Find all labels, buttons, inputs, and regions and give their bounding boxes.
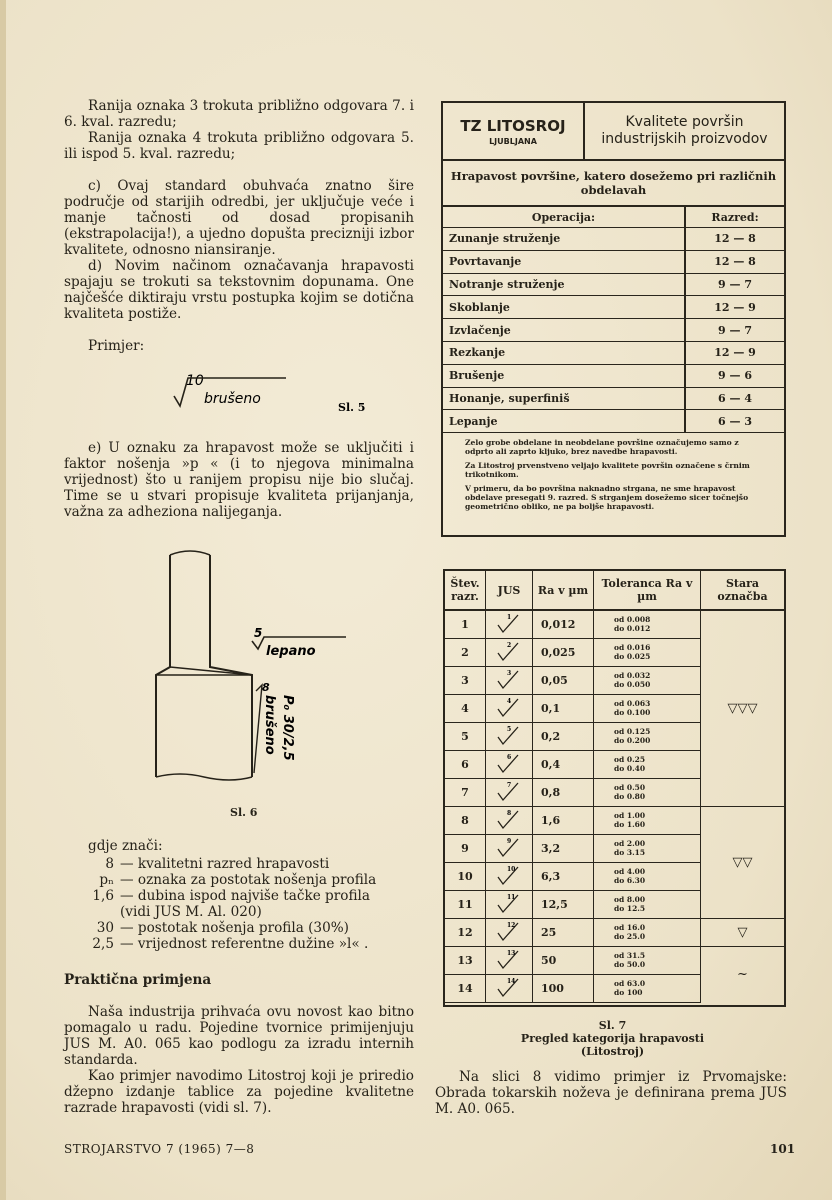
svg-text:14: 14 bbox=[507, 978, 516, 985]
ra-value: 0,05 bbox=[533, 667, 594, 695]
operation-cell: Notranje struženje bbox=[443, 273, 685, 296]
legend-item bbox=[64, 872, 414, 888]
table-row bbox=[443, 250, 784, 273]
class-cell: 9 — 6 bbox=[685, 364, 784, 387]
page-number: 101 bbox=[770, 1142, 796, 1156]
class-number: 14 bbox=[445, 975, 486, 1003]
svg-text:7: 7 bbox=[507, 782, 512, 789]
table1-title: Kvalitete površin industrijskih proizvodov bbox=[601, 114, 768, 147]
class-cell: 9 — 7 bbox=[685, 319, 784, 342]
class-number: 3 bbox=[445, 667, 486, 695]
table1-notes bbox=[443, 433, 784, 511]
note: V primeru, da bo površina naknadno strgana, ne sme hrapavost obdelave presegati 9. razred. S strganjem dosežemo sicer točnejšo geometrično obliko, ne pa boljše hrapavosti. bbox=[465, 484, 749, 512]
class-number: 2 bbox=[445, 639, 486, 667]
old-mark-cell: ▽▽ bbox=[701, 807, 785, 919]
left-column bbox=[64, 98, 414, 354]
paragraph: e) U oznaku za hrapavost može se uključiti i faktor nošenja »p « (i to njegova minimalna vrijednost) što u ranijem propisu nije bio slučaj. Time se u stvari propisuje kvaliteta prijanjanja, važna za adheziona nalijeganja. bbox=[64, 440, 414, 520]
note: Za Litostroj prvenstveno veljajo kvalitete površin označene s črnim trikotnikom. bbox=[465, 461, 750, 480]
paragraph: d) Novim načinom označavanja hrapavosti spajaju se trokuti sa tekstovnim dopunama. One najčešće diktiraju vrstu postupka kojim se dotična kvaliteta postiže. bbox=[64, 258, 414, 322]
svg-text:5: 5 bbox=[507, 726, 512, 733]
svg-text:2: 2 bbox=[507, 642, 512, 649]
jus-symbol-cell bbox=[486, 667, 533, 695]
jus-symbol-cell bbox=[486, 807, 533, 835]
legend-desc: — oznaka za postotak nošenja profila bbox=[120, 872, 377, 888]
ra-value: 0,2 bbox=[533, 723, 594, 751]
class-number: 5 bbox=[445, 723, 486, 751]
tolerance-cell: od 0.016 do 0.025 bbox=[594, 639, 701, 667]
fig6-caption: Sl. 6 bbox=[230, 806, 258, 819]
roughness-check-icon bbox=[494, 807, 524, 831]
legend-key bbox=[64, 904, 120, 920]
class-cell: 6 — 4 bbox=[685, 387, 784, 410]
legend-desc: — postotak nošenja profila (30%) bbox=[120, 920, 349, 936]
figure-6 bbox=[150, 545, 350, 800]
legend-desc: — dubina ispod najviše tačke profila bbox=[120, 888, 370, 904]
legend-desc: — kvalitetni razred hrapavosti bbox=[120, 856, 330, 872]
tolerance-cell: od 0.125 do 0.200 bbox=[594, 723, 701, 751]
ra-value: 0,025 bbox=[533, 639, 594, 667]
class-number: 13 bbox=[445, 947, 486, 975]
operation-cell: Skoblanje bbox=[443, 296, 685, 319]
section-body bbox=[64, 1004, 414, 1116]
jus-symbol-cell bbox=[486, 863, 533, 891]
class-cell: 6 — 3 bbox=[685, 410, 784, 433]
svg-text:11: 11 bbox=[507, 894, 516, 901]
note: Zelo grobe obdelane in neobdelane površine označujemo samo z odprto ali zaprto kljuko, brez navedbe hrapavosti. bbox=[465, 438, 739, 457]
class-number: 7 bbox=[445, 779, 486, 807]
class-number: 8 bbox=[445, 807, 486, 835]
logo-name: TZ LITOSROJ bbox=[460, 116, 566, 135]
operation-cell: Zunanje struženje bbox=[443, 228, 685, 251]
operation-cell: Brušenje bbox=[443, 364, 685, 387]
roughness-check-icon bbox=[494, 723, 524, 747]
svg-text:8: 8 bbox=[507, 810, 512, 817]
shaft-drawing bbox=[150, 545, 350, 800]
operation-cell: Honanje, superfiniš bbox=[443, 387, 685, 410]
ra-value: 0,4 bbox=[533, 751, 594, 779]
col-tolerance: Toleranca Ra v µm bbox=[594, 571, 701, 610]
legend-item bbox=[64, 904, 414, 920]
fig7-caption: Sl. 7 Pregled kategorija hrapavosti (Litostroj) bbox=[520, 1019, 705, 1058]
fig5-caption: Sl. 5 bbox=[338, 401, 366, 414]
class-cell: 9 — 7 bbox=[685, 273, 784, 296]
svg-text:4: 4 bbox=[507, 698, 512, 705]
table1-header bbox=[443, 103, 784, 161]
ra-value: 25 bbox=[533, 919, 594, 947]
jus-symbol-cell bbox=[486, 975, 533, 1003]
jus-symbol-cell bbox=[486, 723, 533, 751]
old-mark-cell: ~ bbox=[701, 947, 785, 1003]
fig5-number: 10 bbox=[186, 373, 204, 389]
table-row bbox=[443, 296, 784, 319]
roughness-check-icon bbox=[494, 751, 524, 775]
col-old-mark: Stara označba bbox=[701, 571, 785, 610]
col-operation: Operacija: bbox=[443, 207, 685, 228]
tolerance-cell: od 2.00 do 3.15 bbox=[594, 835, 701, 863]
class-cell: 12 — 9 bbox=[685, 296, 784, 319]
svg-text:12: 12 bbox=[507, 922, 516, 929]
table-row bbox=[445, 919, 784, 947]
tolerance-cell: od 4.00 do 6.30 bbox=[594, 863, 701, 891]
legend-list bbox=[64, 856, 414, 952]
tolerance-cell: od 1.00 do 1.60 bbox=[594, 807, 701, 835]
table-row bbox=[445, 610, 784, 639]
svg-text:9: 9 bbox=[507, 838, 512, 845]
jus-symbol-cell bbox=[486, 639, 533, 667]
table-row bbox=[445, 807, 784, 835]
svg-text:1: 1 bbox=[507, 614, 512, 621]
legend-key: 8 bbox=[105, 856, 114, 872]
legend-key: 30 bbox=[96, 920, 114, 936]
right-paragraph: Na slici 8 vidimo primjer iz Prvomajske: Obrada tokarskih noževa je definirana prema JUS M. A0. 065. bbox=[435, 1069, 787, 1117]
svg-text:10: 10 bbox=[507, 866, 516, 873]
page-fold-shadow bbox=[0, 0, 6, 1200]
jus-symbol-cell bbox=[486, 751, 533, 779]
svg-text:13: 13 bbox=[507, 950, 516, 957]
class-number: 12 bbox=[445, 919, 486, 947]
table-row bbox=[443, 273, 784, 296]
old-mark-cell: ▽ bbox=[701, 919, 785, 947]
col-jus: JUS bbox=[486, 571, 533, 610]
operations-table bbox=[441, 101, 786, 537]
roughness-check-icon bbox=[494, 779, 524, 803]
tolerance-cell: od 0.008 do 0.012 bbox=[594, 610, 701, 639]
roughness-check-icon bbox=[494, 891, 524, 915]
paragraph: c) Ovaj standard obuhvaća znatno šire područje od starijih odredbi, jer uključuje veće i manje tačnosti od dosad propisanih (ekstrapolacija!), a ujedno dopušta precizniji izbor kvalitete, odnosno niansiranje. bbox=[64, 178, 414, 258]
jus-symbol-cell bbox=[486, 835, 533, 863]
class-cell: 12 — 8 bbox=[685, 228, 784, 251]
ra-value: 0,8 bbox=[533, 779, 594, 807]
legend-item bbox=[64, 888, 414, 904]
ra-value: 100 bbox=[533, 975, 594, 1003]
col-class: Razred: bbox=[685, 207, 784, 228]
table-row bbox=[443, 410, 784, 433]
tolerance-cell: od 16.0 do 25.0 bbox=[594, 919, 701, 947]
legend-item bbox=[64, 920, 414, 936]
class-number: 10 bbox=[445, 863, 486, 891]
jus-symbol-cell bbox=[486, 610, 533, 639]
class-cell: 12 — 9 bbox=[685, 341, 784, 364]
table-row bbox=[443, 364, 784, 387]
legend-key: 2,5 bbox=[92, 936, 114, 952]
legend-item bbox=[64, 856, 414, 872]
legend-key: 1,6 bbox=[92, 888, 114, 904]
legend-desc: — vrijednost referentne dužine »l« . bbox=[120, 936, 369, 952]
operation-cell: Izvlačenje bbox=[443, 319, 685, 342]
fig6-label-bruseno: brušeno bbox=[262, 695, 277, 755]
table-row bbox=[443, 319, 784, 342]
class-number: 4 bbox=[445, 695, 486, 723]
col-ra: Ra v µm bbox=[533, 571, 594, 610]
fig6-label-lepano: lepano bbox=[266, 644, 316, 659]
tolerance-cell: od 0.25 do 0.40 bbox=[594, 751, 701, 779]
table-row bbox=[445, 947, 784, 975]
roughness-check-icon bbox=[494, 863, 524, 887]
svg-text:5: 5 bbox=[254, 626, 263, 640]
class-number: 1 bbox=[445, 610, 486, 639]
table-row bbox=[443, 341, 784, 364]
paragraph: Ranija oznaka 3 trokuta približno odgovara 7. i 6. kval. razredu; bbox=[64, 98, 414, 130]
col-number: Štev. razr. bbox=[445, 571, 486, 610]
table1-grid bbox=[443, 207, 784, 433]
legend-desc: (vidi JUS M. Al. 020) bbox=[120, 904, 262, 920]
paragraph: Primjer: bbox=[88, 338, 145, 354]
ra-value: 12,5 bbox=[533, 891, 594, 919]
legend-key: pₙ bbox=[99, 872, 114, 888]
roughness-check-icon bbox=[494, 975, 524, 999]
tolerance-cell: od 0.032 do 0.050 bbox=[594, 667, 701, 695]
ra-value: 1,6 bbox=[533, 807, 594, 835]
class-number: 6 bbox=[445, 751, 486, 779]
jus-symbol-cell bbox=[486, 891, 533, 919]
tolerance-cell: od 0.50 do 0.80 bbox=[594, 779, 701, 807]
roughness-check-icon bbox=[494, 667, 524, 691]
operation-cell: Rezkanje bbox=[443, 341, 685, 364]
legend-intro: gdje znači: bbox=[88, 838, 163, 854]
logo bbox=[443, 103, 585, 159]
svg-text:3: 3 bbox=[507, 670, 512, 677]
tolerance-cell: od 63.0 do 100 bbox=[594, 975, 701, 1003]
table-row bbox=[443, 387, 784, 410]
roughness-check-icon bbox=[494, 639, 524, 663]
logo-city: LJUBLJANA bbox=[489, 136, 537, 146]
fig5-text: brušeno bbox=[204, 391, 261, 407]
class-cell: 12 — 8 bbox=[685, 250, 784, 273]
ra-value: 0,1 bbox=[533, 695, 594, 723]
fig6-label-p: P₀ 30/2,5 bbox=[280, 695, 295, 761]
table-row bbox=[443, 228, 784, 251]
roughness-check-icon bbox=[494, 611, 524, 635]
legend-block bbox=[64, 836, 414, 952]
table1-subtitle: Hrapavost površine, katero dosežemo pri različnih obdelavah bbox=[443, 161, 784, 207]
figure-5 bbox=[170, 370, 410, 420]
svg-text:6: 6 bbox=[507, 754, 512, 761]
tolerance-cell: od 8.00 do 12.5 bbox=[594, 891, 701, 919]
roughness-check-icon bbox=[494, 835, 524, 859]
operation-cell: Povrtavanje bbox=[443, 250, 685, 273]
class-number: 9 bbox=[445, 835, 486, 863]
journal-footer: STROJARSTVO 7 (1965) 7—8 bbox=[64, 1142, 255, 1156]
table2-grid bbox=[445, 571, 784, 1003]
ra-value: 3,2 bbox=[533, 835, 594, 863]
legend-item bbox=[64, 936, 414, 952]
class-number: 11 bbox=[445, 891, 486, 919]
paragraph: Ranija oznaka 4 trokuta približno odgovara 5. ili ispod 5. kval. razredu; bbox=[64, 130, 414, 162]
roughness-check-icon bbox=[494, 919, 524, 943]
roughness-check-icon bbox=[494, 947, 524, 971]
roughness-symbol-icon bbox=[170, 370, 410, 420]
paragraph: Naša industrija prihvaća ovu novost kao bitno pomagalo u radu. Pojedine tvornice primijenjuju JUS M. A0. 065 kao podlogu za izradu internih standarda. bbox=[64, 1004, 414, 1068]
tolerance-cell: od 31.5 do 50.0 bbox=[594, 947, 701, 975]
ra-value: 6,3 bbox=[533, 863, 594, 891]
jus-symbol-cell bbox=[486, 919, 533, 947]
operation-cell: Lepanje bbox=[443, 410, 685, 433]
roughness-classes-table bbox=[443, 569, 786, 1007]
old-mark-cell: ▽▽▽ bbox=[701, 610, 785, 807]
ra-value: 0,012 bbox=[533, 610, 594, 639]
jus-symbol-cell bbox=[486, 779, 533, 807]
jus-symbol-cell bbox=[486, 947, 533, 975]
ra-value: 50 bbox=[533, 947, 594, 975]
jus-symbol-cell bbox=[486, 695, 533, 723]
paragraph: Kao primjer navodimo Litostroj koji je priredio džepno izdanje tablice za pojedine kvalitetne razrade hrapavosti (vidi sl. 7). bbox=[64, 1068, 414, 1116]
svg-text:8: 8 bbox=[262, 681, 270, 694]
paragraph-e bbox=[64, 440, 414, 520]
tolerance-cell: od 0.063 do 0.100 bbox=[594, 695, 701, 723]
roughness-check-icon bbox=[494, 695, 524, 719]
section-title: Praktična primjena bbox=[64, 972, 212, 988]
